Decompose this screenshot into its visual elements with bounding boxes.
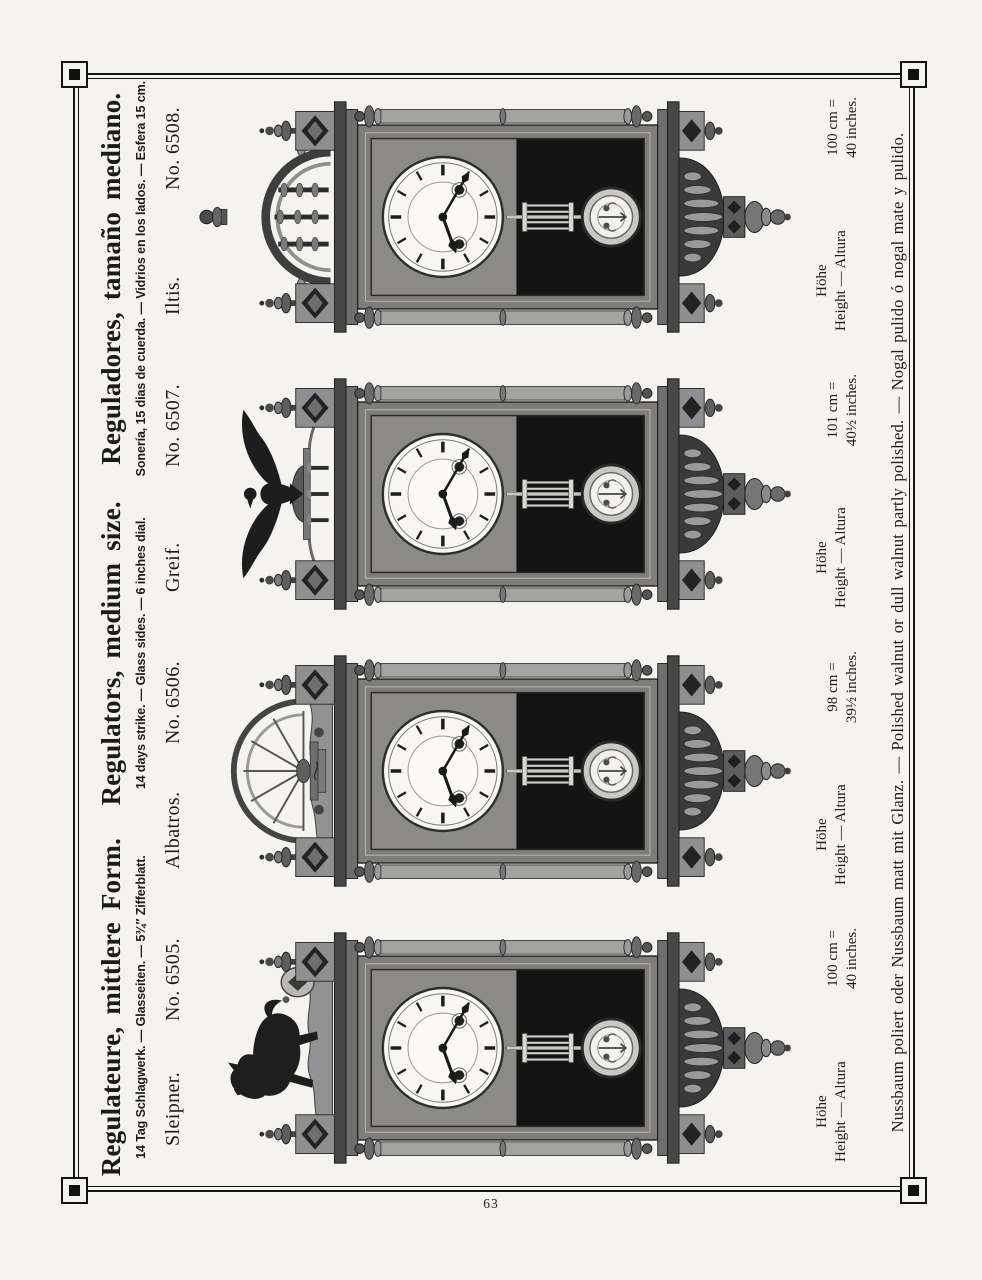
- corner-ornament: [900, 61, 927, 88]
- header-english: [96, 476, 148, 830]
- clock-name: Sleipner.: [162, 1071, 184, 1146]
- height-cm: 100 cm =: [825, 99, 841, 156]
- page-content: [80, 81, 908, 1184]
- clock-item-iltis: [160, 81, 878, 353]
- subtitle-english: 14 days strike. — Glass sides. — 6 inches dial.: [134, 517, 148, 790]
- clock-body: [259, 379, 790, 609]
- height-label: [813, 784, 862, 885]
- clocks-row: [160, 81, 878, 1184]
- clock-caption: [162, 912, 185, 1184]
- clock-number: No. 6507.: [162, 384, 184, 468]
- language-headers: [96, 81, 148, 1184]
- height-spec: [811, 635, 862, 907]
- eagle-crest: [242, 402, 333, 586]
- height-cm: 98 cm =: [825, 662, 841, 712]
- height-spec: [811, 81, 862, 353]
- height-label-en-es: Height — Altura: [833, 784, 849, 885]
- subtitle-german: 14 Tag Schlagwerk. — Glasseiten. — 5¾″ Zifferblatt.: [134, 855, 148, 1159]
- height-inches: 39½ inches.: [844, 651, 860, 724]
- height-inches: 40½ inches.: [844, 374, 860, 447]
- clock-item-sleipner: [160, 912, 878, 1184]
- header-spanish: [96, 81, 148, 476]
- clock-body: [259, 656, 790, 886]
- height-label-en-es: Height — Altura: [833, 1061, 849, 1162]
- height-value: [824, 651, 862, 723]
- page-number: 63: [483, 1196, 499, 1211]
- height-label: [813, 1061, 862, 1162]
- height-value: [824, 97, 862, 158]
- clock-number: No. 6505.: [162, 938, 184, 1022]
- clock-caption: [162, 81, 185, 353]
- height-value: [824, 928, 862, 989]
- page-title-spanish: Reguladores, tamaño mediano.: [96, 92, 126, 465]
- header-german: [96, 830, 148, 1184]
- clock-caption: [162, 635, 185, 907]
- subtitle-spanish: Sonería, 15 dias de cuerda. — Vidrios en los lados. — Esfera 15 cm.: [134, 81, 148, 477]
- clock-name: Iltis.: [162, 276, 184, 315]
- clock-item-greif: [160, 358, 878, 630]
- clock-name: Greif.: [162, 542, 184, 592]
- height-inches: 40 inches.: [844, 97, 860, 158]
- height-cm: 100 cm =: [825, 930, 841, 987]
- height-label: [813, 230, 862, 331]
- clock-number: No. 6508.: [162, 107, 184, 191]
- clock-body: [259, 102, 790, 332]
- clock-illustration-sleipner: [189, 927, 809, 1169]
- height-label-en-es: Height — Altura: [833, 507, 849, 608]
- height-label-de: Höhe: [814, 818, 830, 851]
- page-title-german: Regulateure, mittlere Form.: [96, 837, 126, 1177]
- clock-body: [259, 933, 790, 1163]
- height-label-en-es: Height — Altura: [833, 230, 849, 331]
- height-spec: [811, 912, 862, 1184]
- height-cm: 101 cm =: [825, 381, 841, 439]
- height-spec: [811, 358, 862, 630]
- clock-name: Albatros.: [162, 791, 184, 869]
- height-label-de: Höhe: [814, 1095, 830, 1128]
- corner-ornament: [61, 61, 88, 88]
- height-label-de: Höhe: [814, 541, 830, 574]
- clock-number: No. 6506.: [162, 661, 184, 745]
- height-label: [813, 507, 862, 608]
- height-value: [824, 374, 862, 446]
- clock-illustration-greif: [189, 373, 809, 615]
- clock-item-albatros: [160, 635, 878, 907]
- clock-caption: [162, 358, 185, 630]
- materials-line: Nussbaum poliert oder Nussbaum matt mit Glanz. — Polished walnut or dull walnut partly polished. — Nogal pulido ó nogal mate y pulido.: [888, 132, 907, 1133]
- height-label-de: Höhe: [814, 264, 830, 297]
- clock-illustration-iltis: [189, 96, 809, 338]
- clock-illustration-albatros: [189, 650, 809, 892]
- height-inches: 40 inches.: [844, 928, 860, 989]
- page-title-english: Regulators, medium size.: [96, 501, 126, 806]
